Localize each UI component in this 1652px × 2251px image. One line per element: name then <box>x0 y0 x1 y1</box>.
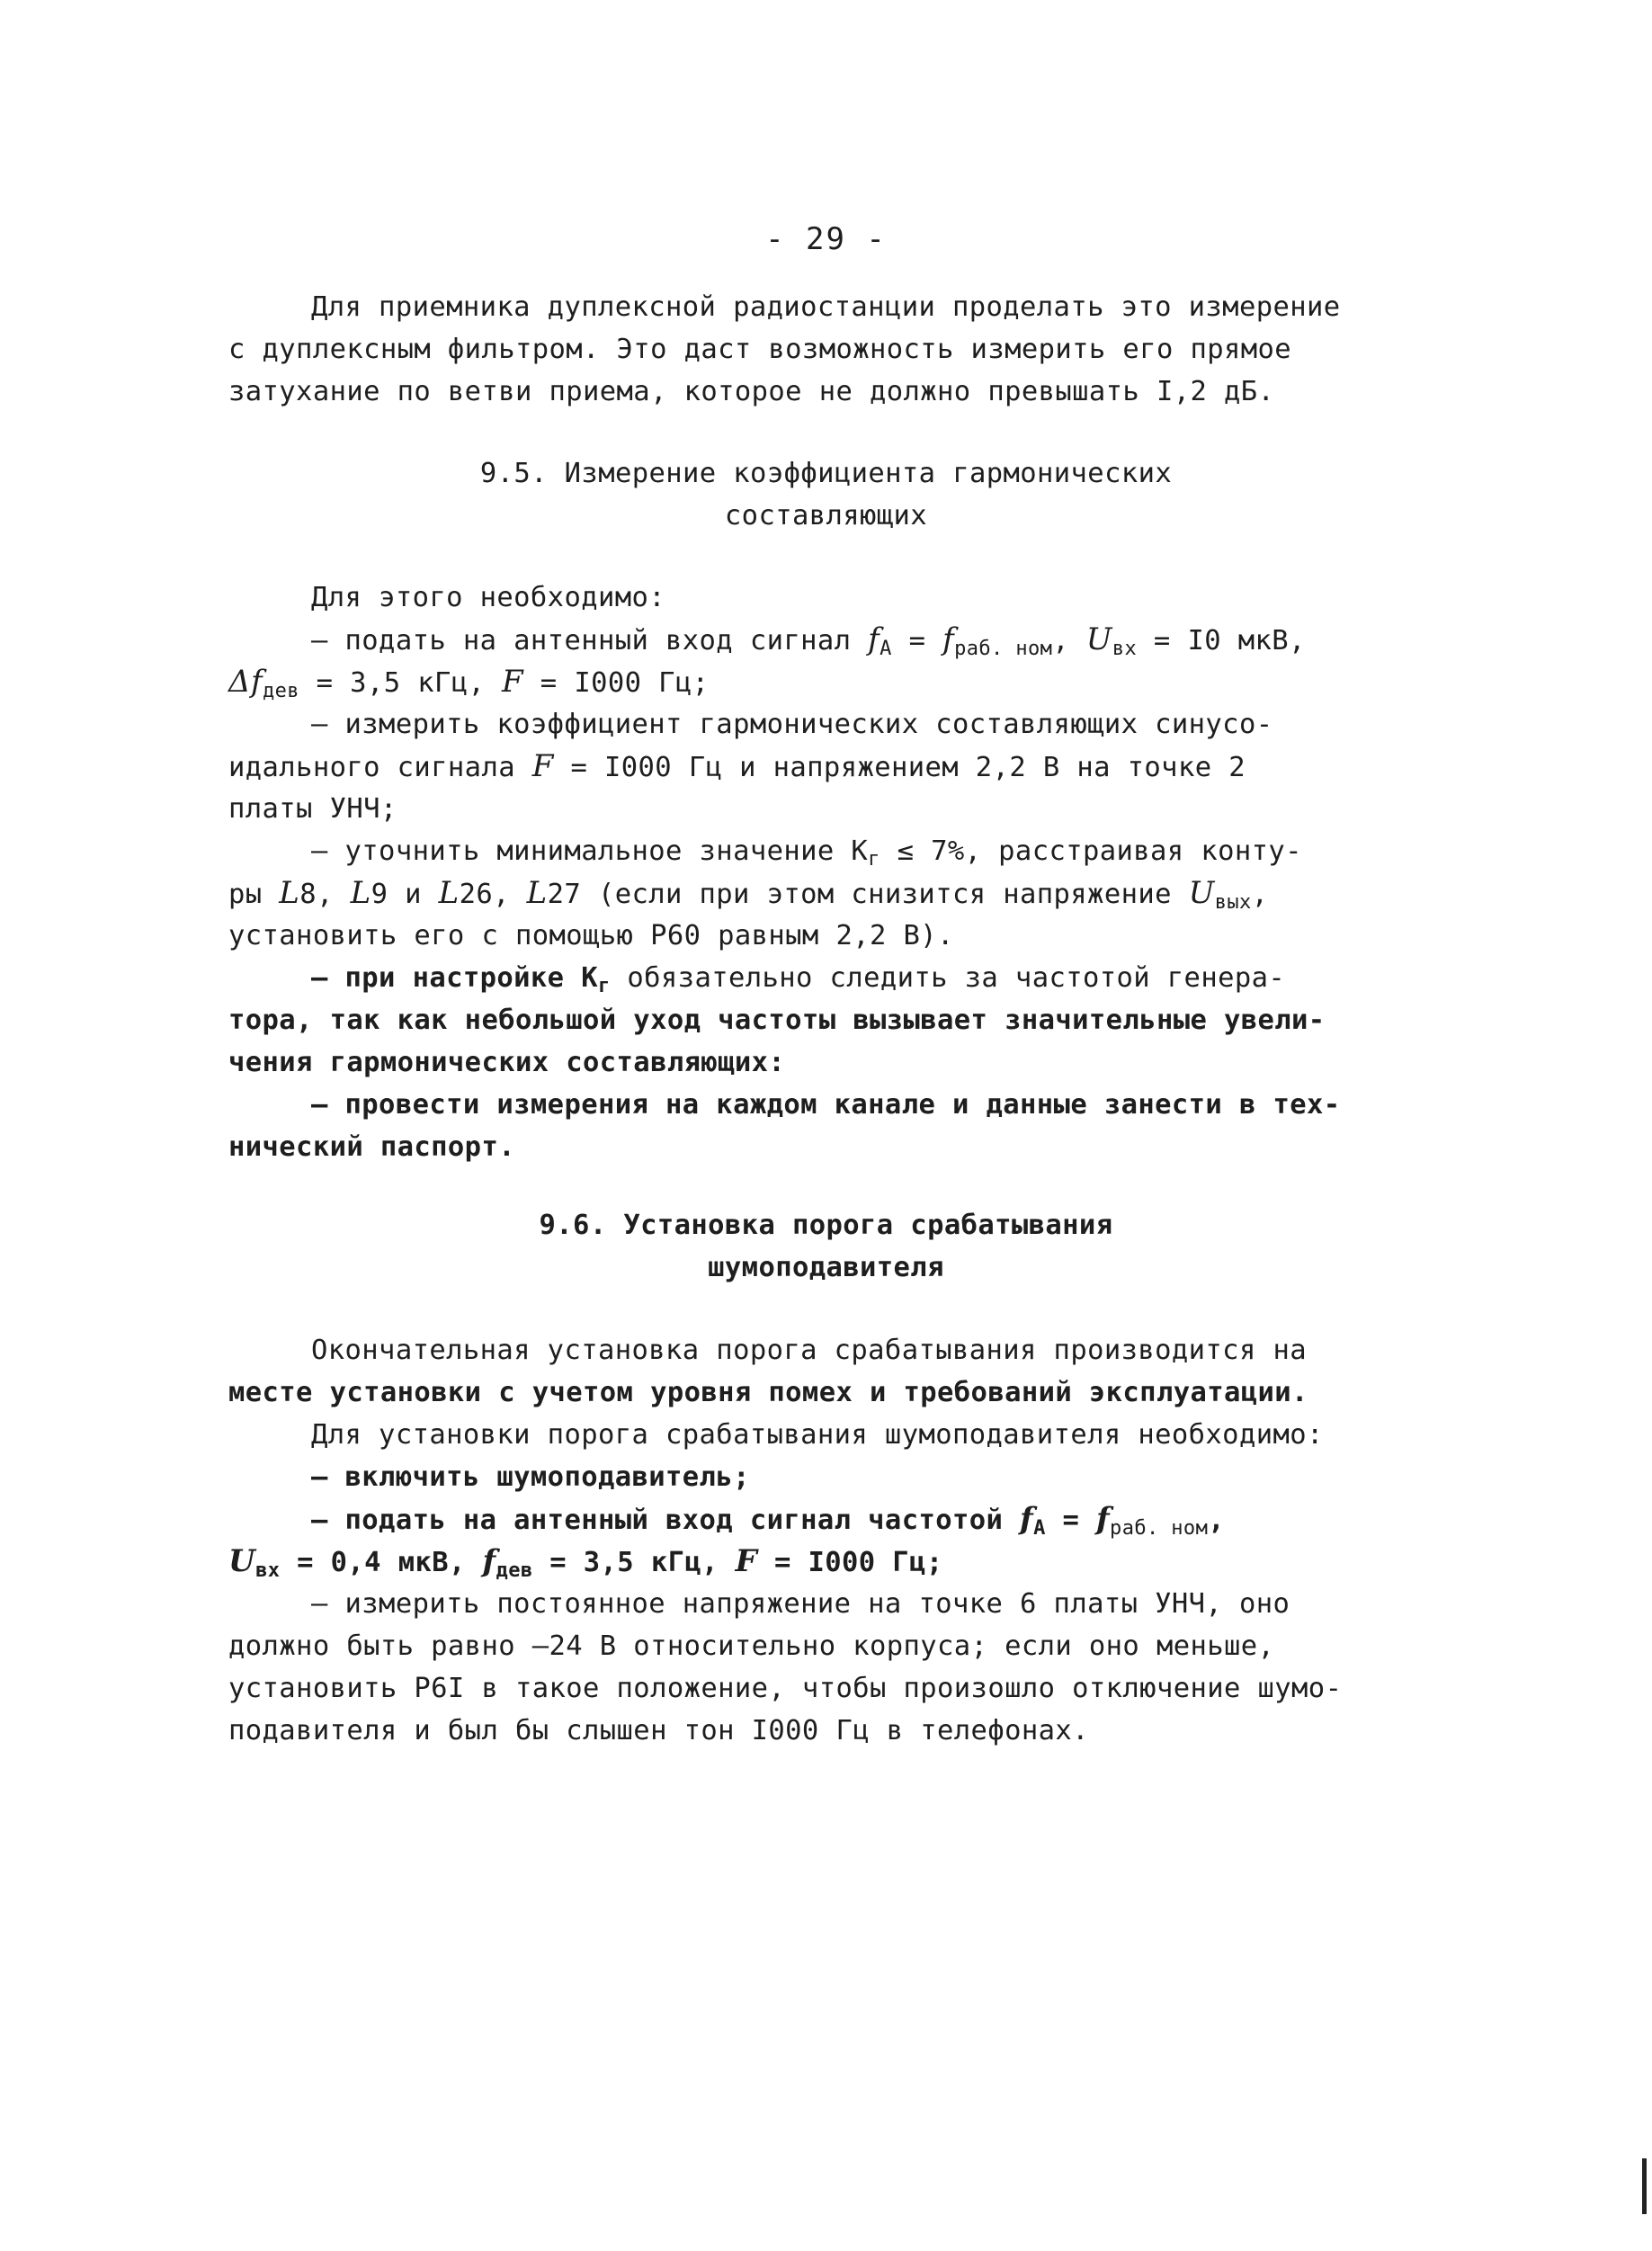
heading-line: 9.5. Измерение коэффициента гармонических <box>479 458 1173 489</box>
symbol-f-dev: f <box>482 1543 496 1579</box>
page-number: - 29 - <box>765 221 887 257</box>
list-item: – измерить постоянное напряжение на точке 6 платы УНЧ, оно <box>311 1588 1290 1620</box>
symbol-l: L <box>350 875 371 911</box>
list-item: – подать на антенный вход сигнал частотой $f_A = f_{раб. ном}$, <box>311 1501 1225 1540</box>
heading-line: составляющих <box>724 500 928 531</box>
symbol-f: F <box>531 748 554 784</box>
symbol-u-in: U <box>228 1543 256 1579</box>
symbol-fa: f <box>1020 1501 1034 1537</box>
scan-edge-mark <box>1642 2158 1647 2214</box>
symbol-l: L <box>438 875 460 911</box>
list-item-continuation: ры L8, L9 и L26, L27 (если при этом снизится напряжение $U_{вых}$, <box>228 875 1269 914</box>
list-item-continuation: чения гармонических составляющих: <box>228 1047 786 1078</box>
symbol-delta-f: Δf <box>228 664 263 700</box>
list-item-continuation: подавителя и был бы слышен тон I000 Гц в телефонах. <box>228 1715 1089 1746</box>
section-heading-9-6 <box>0 1204 1652 1289</box>
list-item-continuation: нический паспорт. <box>228 1131 515 1163</box>
symbol-fa: f <box>868 621 880 657</box>
symbol-u-out: U <box>1188 875 1215 911</box>
list-item-continuation: установить его с помощью Р60 равным 2,2 В). <box>228 920 954 951</box>
lead-line: Для этого необходимо: <box>311 582 666 613</box>
symbol-u-in: U <box>1085 621 1112 657</box>
symbol-f-work: f <box>1096 1501 1111 1537</box>
list-item-continuation: платы УНЧ; <box>228 793 397 825</box>
symbol-l: L <box>526 875 548 911</box>
text-line: месте установки с учетом уровня помех и требований эксплуатации. <box>228 1377 1308 1408</box>
list-item-continuation: тора, так как небольшой уход частоты вызывает значительные увели- <box>228 1005 1326 1036</box>
list-item: – измерить коэффициент гармонических составляющих синусо- <box>311 709 1273 740</box>
heading-line: 9.6. Установка порога срабатывания <box>539 1210 1113 1241</box>
text-line: Окончательная установка порога срабатывания производится на <box>311 1335 1307 1366</box>
list-item: – уточнить минимальное значение $К_г \le 7\%$, расстраивая конту- <box>311 835 1302 871</box>
symbol-f-work: f <box>942 621 955 657</box>
section-9-5-body <box>228 576 1362 1168</box>
symbol-f: F <box>735 1543 758 1579</box>
symbol-l: L <box>279 875 300 911</box>
list-item: – провести измерения на каждом канале и данные занести в тех- <box>311 1089 1341 1121</box>
text-line: затухание по ветви приема, которое не должно превышать I,2 дБ. <box>228 376 1275 407</box>
section-9-6-body <box>228 1329 1362 1752</box>
symbol-f: F <box>502 664 524 700</box>
list-item-continuation: должно быть равно –24 В относительно корпуса; если оно меньше, <box>228 1630 1275 1662</box>
list-item-continuation: $U_{вх} = 0,4$ мкВ, $f_{дев} = 3,5$ кГц, F = I000 Гц; <box>228 1543 943 1582</box>
lead-line: Для установки порога срабатывания шумоподавителя необходимо: <box>311 1419 1324 1451</box>
list-item: – при настройке $К_г$ обязательно следить за частотой генера- <box>311 962 1286 997</box>
list-item-continuation: установить Р6I в такое положение, чтобы произошло отключение шумо- <box>228 1673 1343 1704</box>
text-line: с дуплексным фильтром. Это даст возможность измерить его прямое <box>228 334 1292 365</box>
intro-paragraph <box>228 286 1362 413</box>
list-item-continuation: $\Delta f_{дев} = 3,5$ кГц, F = I000 Гц; <box>228 664 710 702</box>
section-heading-9-5 <box>0 452 1652 537</box>
list-item: – подать на антенный вход сигнал $f_A = f_{раб. ном}$, $U_{вх} = I0$ мкВ, <box>311 621 1306 660</box>
text-line: Для приемника дуплексной радиостанции проделать это измерение <box>311 291 1341 323</box>
list-item-continuation: идального сигнала F = I000 Гц и напряжением 2,2 В на точке 2 <box>228 748 1246 784</box>
heading-line: шумоподавителя <box>708 1252 944 1283</box>
list-item: – включить шумоподавитель; <box>311 1461 750 1493</box>
